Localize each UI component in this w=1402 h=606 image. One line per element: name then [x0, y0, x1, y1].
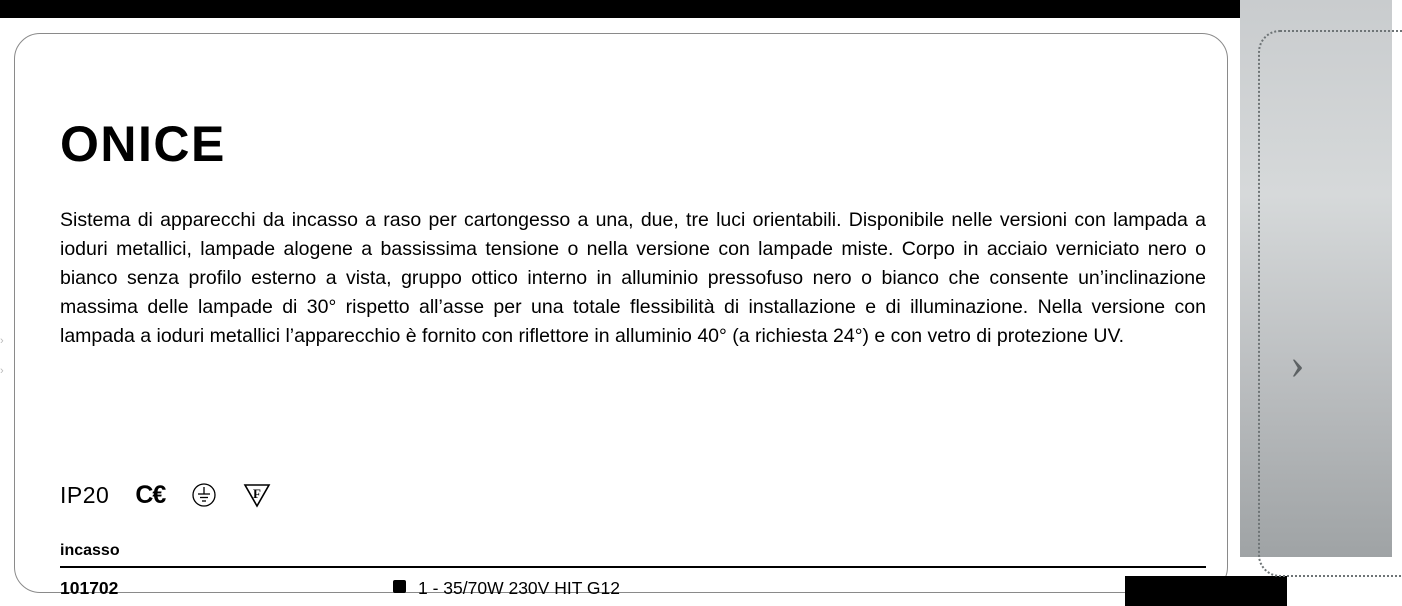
edge-mark-bottom: › — [0, 365, 4, 377]
section-divider — [60, 566, 1206, 568]
section-label-incasso: incasso — [60, 542, 120, 559]
product-description: 1 - 35/70W 230V HIT G12 — [418, 578, 621, 598]
bullet-square-icon — [393, 580, 406, 593]
ce-mark-icon: C€ — [135, 480, 166, 509]
product-thumbnail — [1125, 576, 1287, 606]
f-triangle-icon — [243, 482, 271, 508]
product-code: 101702 — [60, 578, 119, 598]
description-paragraph: Sistema di apparecchi da incasso a raso per cartongesso a una, due, tre luci orientabili. Disponibile nelle versioni con lampada a ioduri metallici, lampade alogene a bassissima tensione o nella versione con lampade miste. Corpo in acciaio verniciato nero o bianco senza profilo esterno a vista, gruppo ottico interno in alluminio pressofuso nero o bianco che consente un’inclinazione massima delle lampade di 30° rispetto all’asse per una totale flessibilità di installazione e di illuminazione. Nella versione con lampada a ioduri metallici l’apparecchio è fornito con riflettore in alluminio 40° (a richiesta 24°) e con vetro di protezione UV. — [60, 209, 1206, 347]
certification-symbol-row — [60, 478, 271, 512]
next-page-arrow-icon[interactable]: › — [1290, 339, 1305, 388]
svg-text:F: F — [253, 486, 262, 501]
ip-rating-label: IP20 — [60, 481, 110, 508]
table-row[interactable] — [60, 578, 1206, 604]
next-page-outline — [1258, 30, 1402, 577]
edge-mark-top: › — [0, 335, 4, 347]
earth-ground-icon — [191, 482, 217, 508]
top-black-bar — [0, 0, 1392, 18]
page-title: ONICE — [60, 116, 226, 172]
next-page-panel[interactable] — [1240, 0, 1392, 557]
document-card — [14, 33, 1228, 598]
